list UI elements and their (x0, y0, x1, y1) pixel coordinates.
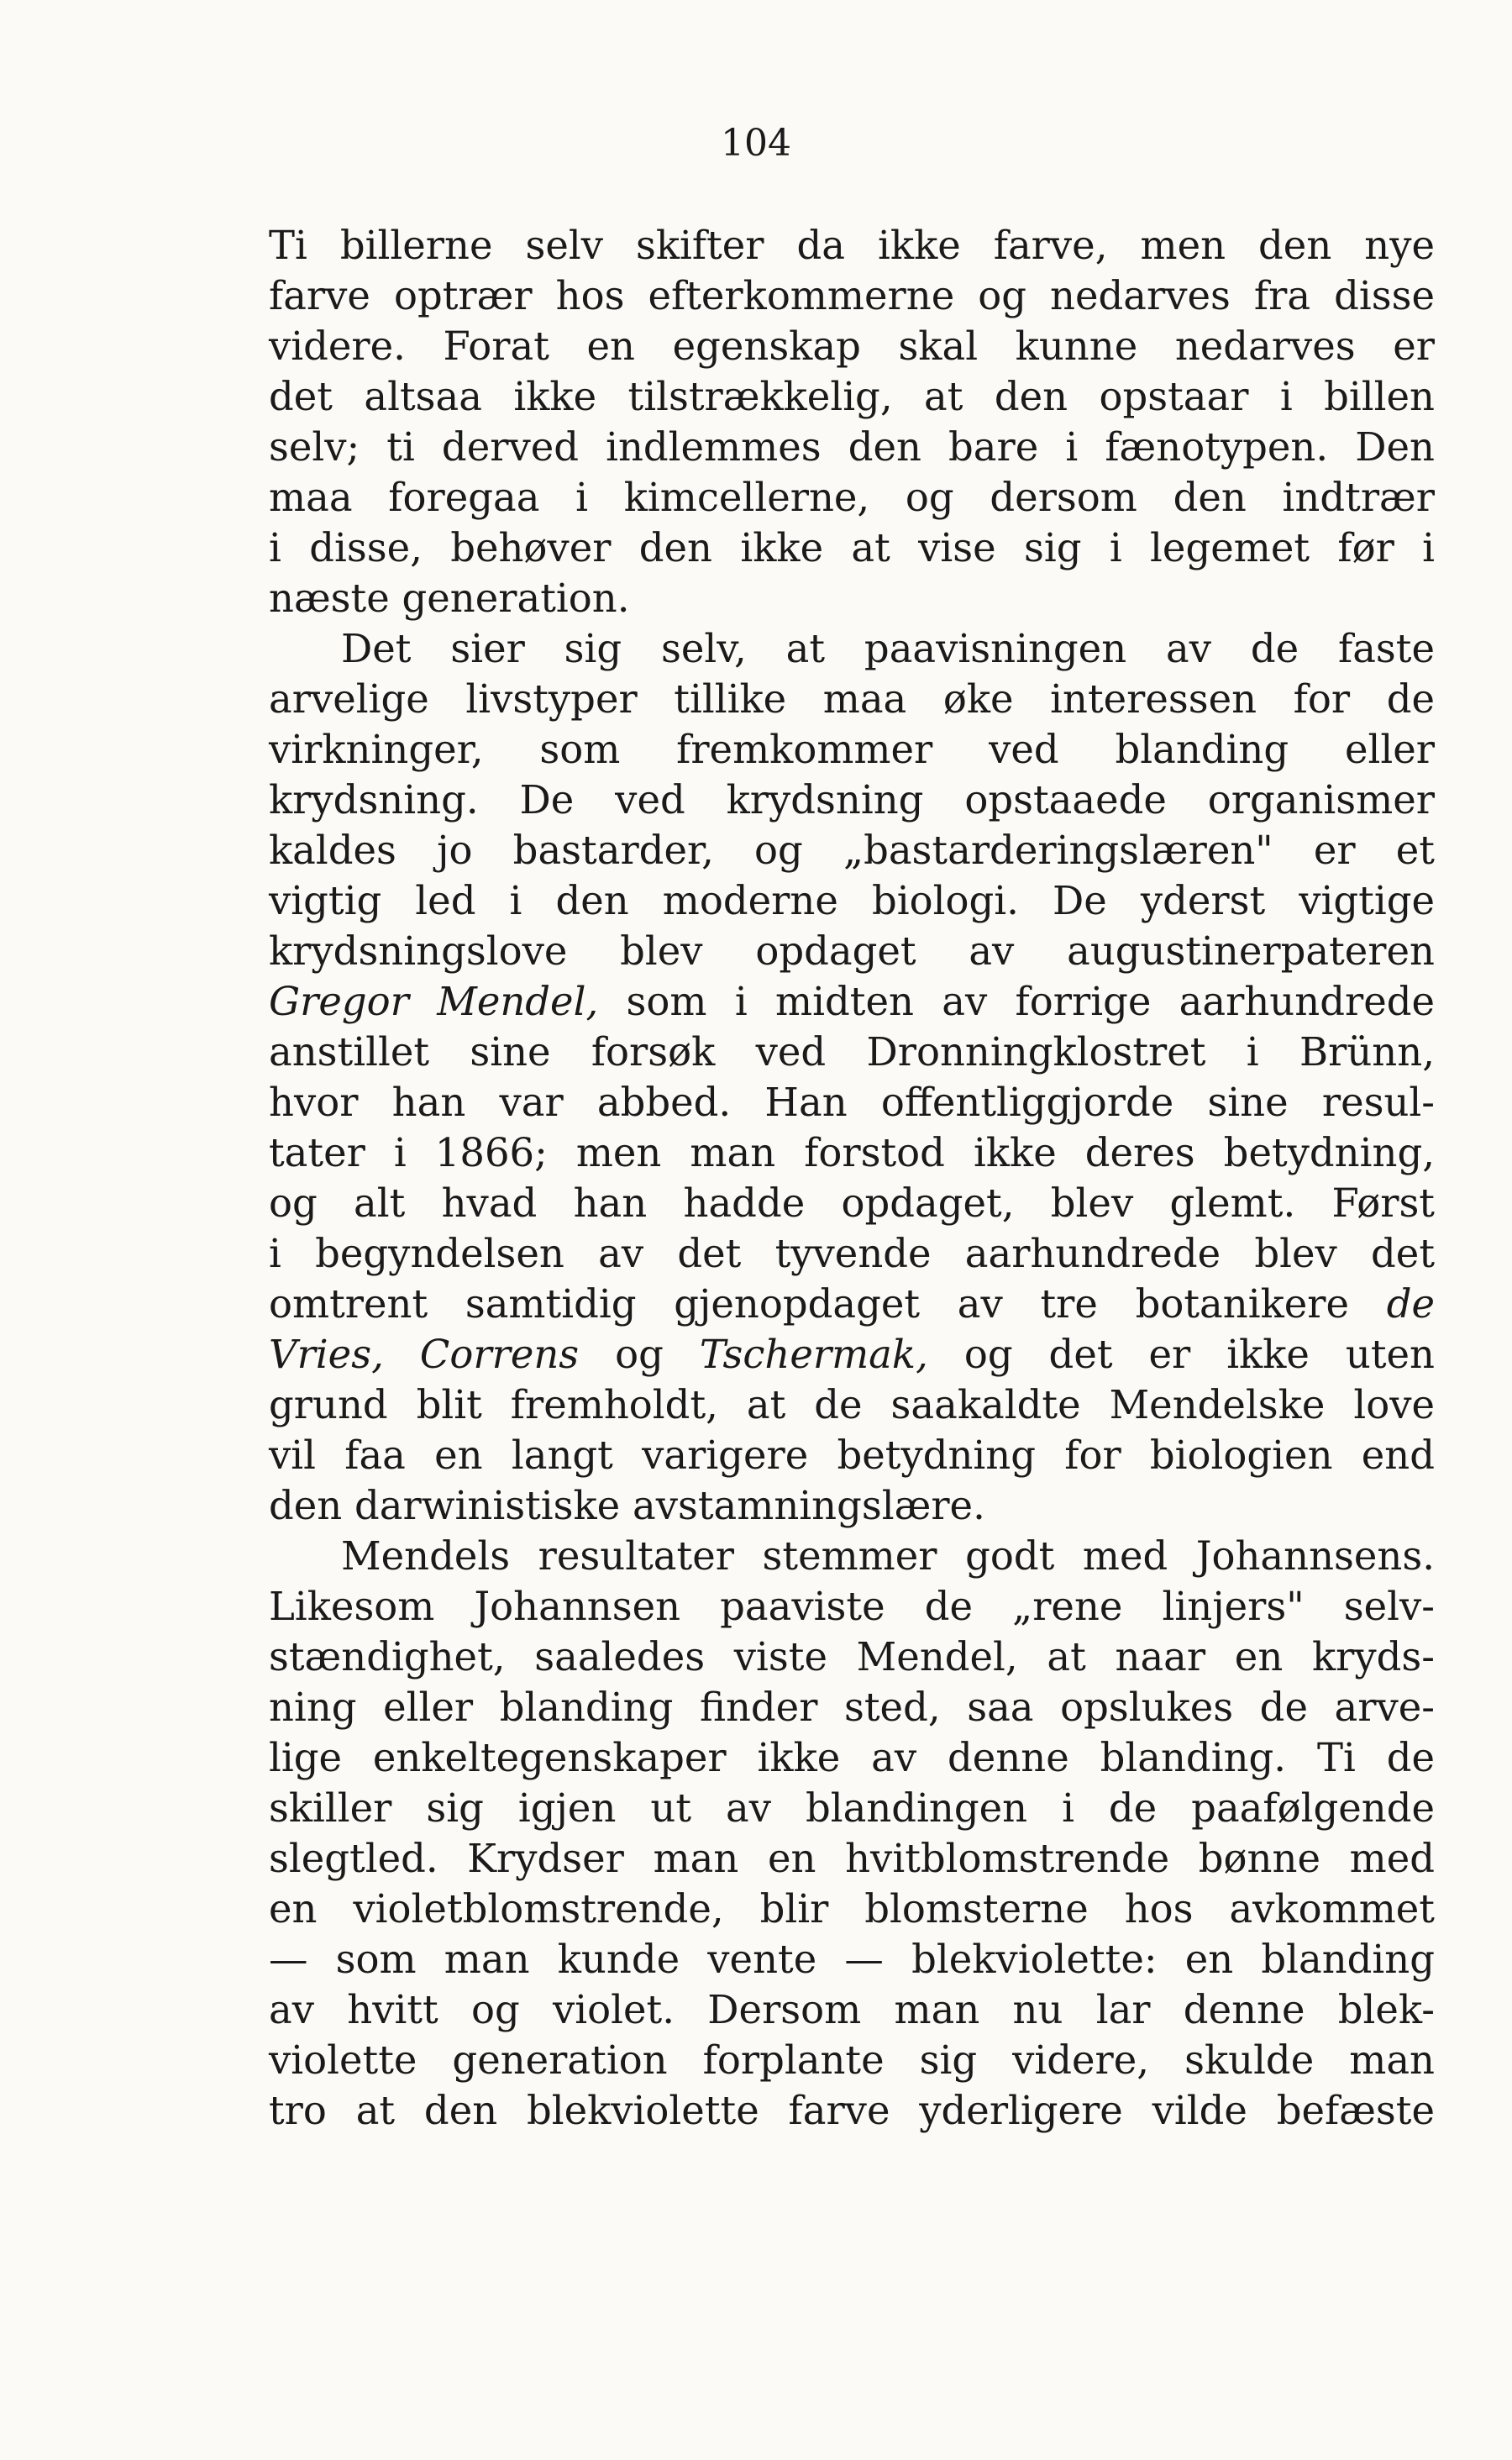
text-line (269, 1581, 1435, 1632)
text-segment: maa foregaa i kimcellerne, og dersom den indtrær (269, 475, 1435, 520)
text-line (269, 321, 1435, 371)
text-line (269, 523, 1435, 573)
text-line (269, 1934, 1435, 1984)
text-segment: selv; ti derved indlemmes den bare i fænotypen. Den (269, 424, 1435, 470)
text-line (269, 371, 1435, 422)
text-segment: kaldes jo bastarder, og „bastarderingslæren" er et (269, 828, 1435, 873)
italic-name: de (1386, 1281, 1435, 1327)
text-segment: i begyndelsen av det tyvende aarhundrede blev det (269, 1231, 1435, 1276)
text-line (269, 1884, 1435, 1934)
text-segment: tro at den blekviolette farve yderligere vilde befæste (269, 2088, 1435, 2133)
text-line (269, 1027, 1435, 1077)
text-segment: tater i 1866; men man forstod ikke deres betydning, (269, 1130, 1435, 1175)
text-segment: næste generation. (269, 576, 630, 621)
text-line (269, 422, 1435, 472)
text-line (269, 724, 1435, 775)
text-segment: slegtled. Krydser man en hvitblomstrende bønne med (269, 1836, 1435, 1881)
italic-name: Vries, Correns (269, 1332, 580, 1377)
text-segment: Ti billerne selv skifter da ikke farve, men den nye (269, 223, 1435, 268)
text-line (269, 1228, 1435, 1279)
text-segment: violette generation forplante sig videre, skulde man (269, 2037, 1435, 2083)
text-line (269, 775, 1435, 825)
text-segment: videre. Forat en egenskap skal kunne nedarves er (269, 323, 1435, 369)
text-segment: og det er ikke uten (927, 1332, 1435, 1377)
text-segment: Mendels resultater stemmer godt med Johannsens. (341, 1533, 1435, 1579)
text-line (269, 1732, 1435, 1783)
text-segment: virkninger, som fremkommer ved blanding eller (269, 727, 1435, 772)
text-line (269, 2085, 1435, 2136)
text-line (269, 1632, 1435, 1682)
text-line (269, 1279, 1435, 1329)
text-segment: vigtig led i den moderne biologi. De yderst vigtige (269, 878, 1435, 923)
italic-name: Gregor Mendel, (269, 979, 599, 1024)
text-line (269, 2035, 1435, 2085)
text-line (269, 1833, 1435, 1884)
text-segment: som i midten av forrige aarhundrede (598, 979, 1435, 1024)
text-segment: lige enkeltegenskaper ikke av denne blanding. Ti de (269, 1735, 1435, 1780)
text-segment: arvelige livstyper tillike maa øke interessen for de (269, 676, 1435, 722)
body-text (269, 220, 1435, 2136)
italic-name: Tschermak, (699, 1332, 928, 1377)
text-line (269, 1380, 1435, 1430)
text-segment: omtrent samtidig gjenopdaget av tre botanikere (269, 1281, 1387, 1327)
text-segment: skiller sig igjen ut av blandingen i de paafølgende (269, 1785, 1435, 1831)
text-segment: det altsaa ikke tilstrækkelig, at den opstaar i billen (269, 374, 1435, 419)
text-segment: krydsningslove blev opdaget av augustinerpateren (269, 928, 1435, 974)
text-segment: krydsning. De ved krydsning opstaaede organismer (269, 777, 1435, 823)
text-segment: Likesom Johannsen paaviste de „rene linjers" selv- (269, 1584, 1435, 1629)
text-segment: hvor han var abbed. Han offentliggjorde sine resul- (269, 1080, 1435, 1125)
text-line (269, 1329, 1435, 1380)
text-line (269, 472, 1435, 523)
text-segment: stændighet, saaledes viste Mendel, at naar en kryds- (269, 1634, 1435, 1679)
text-line (269, 875, 1435, 926)
text-line (269, 976, 1435, 1027)
text-line (269, 1480, 1435, 1531)
text-segment: og alt hvad han hadde opdaget, blev glemt. Først (269, 1180, 1435, 1226)
text-segment: av hvitt og violet. Dersom man nu lar denne blek- (269, 1987, 1435, 2032)
text-segment: vil faa en langt varigere betydning for biologien end (269, 1432, 1435, 1478)
text-line (269, 1077, 1435, 1128)
text-segment: og (579, 1332, 700, 1377)
text-line (269, 1531, 1435, 1581)
text-line (269, 220, 1435, 271)
text-segment: farve optrær hos efterkommerne og nedarves fra disse (269, 273, 1435, 318)
text-line (269, 1430, 1435, 1480)
text-segment: ning eller blanding finder sted, saa opslukes de arve- (269, 1685, 1435, 1730)
page-number: 104 (721, 122, 791, 165)
text-line (269, 674, 1435, 724)
text-segment: den darwinistiske avstamningslære. (269, 1483, 985, 1528)
text-line (269, 623, 1435, 674)
text-line (269, 926, 1435, 976)
text-line (269, 573, 1435, 623)
text-segment: anstillet sine forsøk ved Dronningklostret i Brünn, (269, 1029, 1435, 1075)
text-line (269, 1783, 1435, 1833)
text-segment: grund blit fremholdt, at de saakaldte Mendelske love (269, 1382, 1435, 1427)
text-segment: en violetblomstrende, blir blomsterne hos avkommet (269, 1886, 1435, 1932)
text-line (269, 1984, 1435, 2035)
text-segment: — som man kunde vente — blekviolette: en blanding (269, 1937, 1435, 1982)
text-segment: i disse, behøver den ikke at vise sig i legemet før i (269, 525, 1435, 570)
text-line (269, 825, 1435, 875)
text-line (269, 271, 1435, 321)
text-line (269, 1128, 1435, 1178)
text-segment: Det sier sig selv, at paavisningen av de faste (341, 626, 1435, 671)
text-line (269, 1178, 1435, 1228)
text-line (269, 1682, 1435, 1732)
